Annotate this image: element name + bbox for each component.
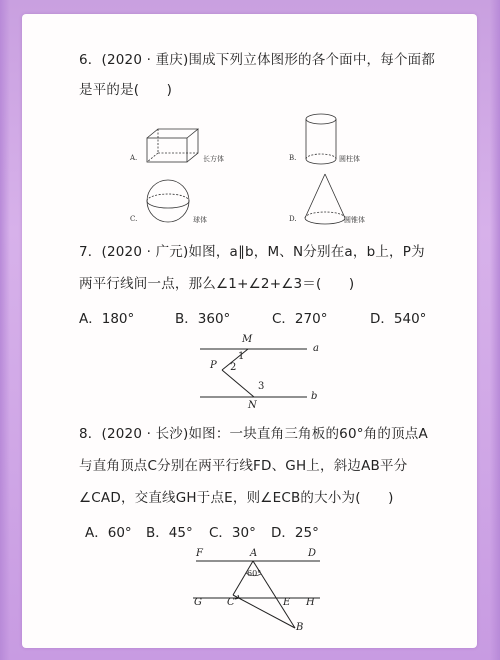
q6-line2: 是平的是( ) [79, 82, 173, 98]
shape-d-letter: D. [289, 215, 297, 223]
shape-c-letter: C. [130, 215, 138, 223]
cylinder-icon [302, 112, 340, 168]
q8-label-b: B [296, 622, 304, 633]
sphere-icon [145, 178, 191, 224]
cuboid-icon [144, 126, 204, 166]
q7-label-b: b [311, 391, 318, 402]
q7-label-angle2: 2 [230, 362, 237, 373]
q7-label-a: a [313, 343, 319, 354]
q8-option-b[interactable]: B．45° [146, 525, 193, 541]
left-border-decoration [0, 0, 10, 660]
q7-option-b[interactable]: B．360° [175, 311, 231, 327]
q8-option-c[interactable]: C．30° [209, 525, 256, 541]
q7-label-m: M [242, 334, 253, 345]
q7-options [79, 307, 459, 327]
shape-d-name: 圆锥体 [344, 216, 365, 224]
q8-label-d: D [308, 548, 317, 559]
q8-label-g: G [194, 597, 202, 608]
cone-icon [302, 172, 348, 228]
q8-options [85, 521, 345, 541]
shape-a-name: 长方体 [203, 155, 224, 163]
q8-label-h: H [306, 597, 315, 608]
shape-a-letter: A. [130, 154, 138, 162]
shape-c-name: 球体 [193, 216, 207, 224]
q7-label-angle1: 1 [238, 351, 245, 362]
q8-triangle-figure [190, 548, 330, 640]
q7-line2: 两平行线间一点，那么∠1+∠2+∠3＝( ) [79, 276, 355, 292]
right-border-decoration [490, 0, 500, 660]
q8-line2: 与直角顶点C分别在两平行线FD、GH上，斜边AB平分 [79, 458, 408, 474]
q7-label-angle3: 3 [258, 381, 265, 392]
q8-label-c: C [227, 597, 235, 608]
q8-label-f: F [196, 548, 203, 559]
q7-option-a[interactable]: A．180° [79, 311, 135, 327]
q7-option-d[interactable]: D．540° [370, 311, 427, 327]
q8-line1: 8．(2020 · 长沙)如图：一块直角三角板的60°角的顶点A [79, 426, 428, 442]
q7-label-n: N [248, 400, 257, 411]
q8-label-a: A [250, 548, 258, 559]
q7-option-c[interactable]: C．270° [272, 311, 328, 327]
q8-option-d[interactable]: D．25° [271, 525, 319, 541]
q8-option-a[interactable]: A．60° [85, 525, 132, 541]
q8-line3: ∠CAD，交直线GH于点E，则∠ECB的大小为( ) [79, 490, 394, 506]
q6-line1: 6．(2020 · 重庆)围成下列立体图形的各个面中，每个面都 [79, 52, 436, 68]
shape-b-letter: B. [289, 154, 297, 162]
shape-b-name: 圆柱体 [339, 155, 360, 163]
q8-label-60deg: 60° [247, 569, 262, 578]
q7-label-p: P [210, 360, 217, 371]
q7-line1: 7．(2020 · 广元)如图，a∥b，M、N分别在a，b上，P为 [79, 244, 425, 260]
q8-label-e: E [283, 597, 291, 608]
